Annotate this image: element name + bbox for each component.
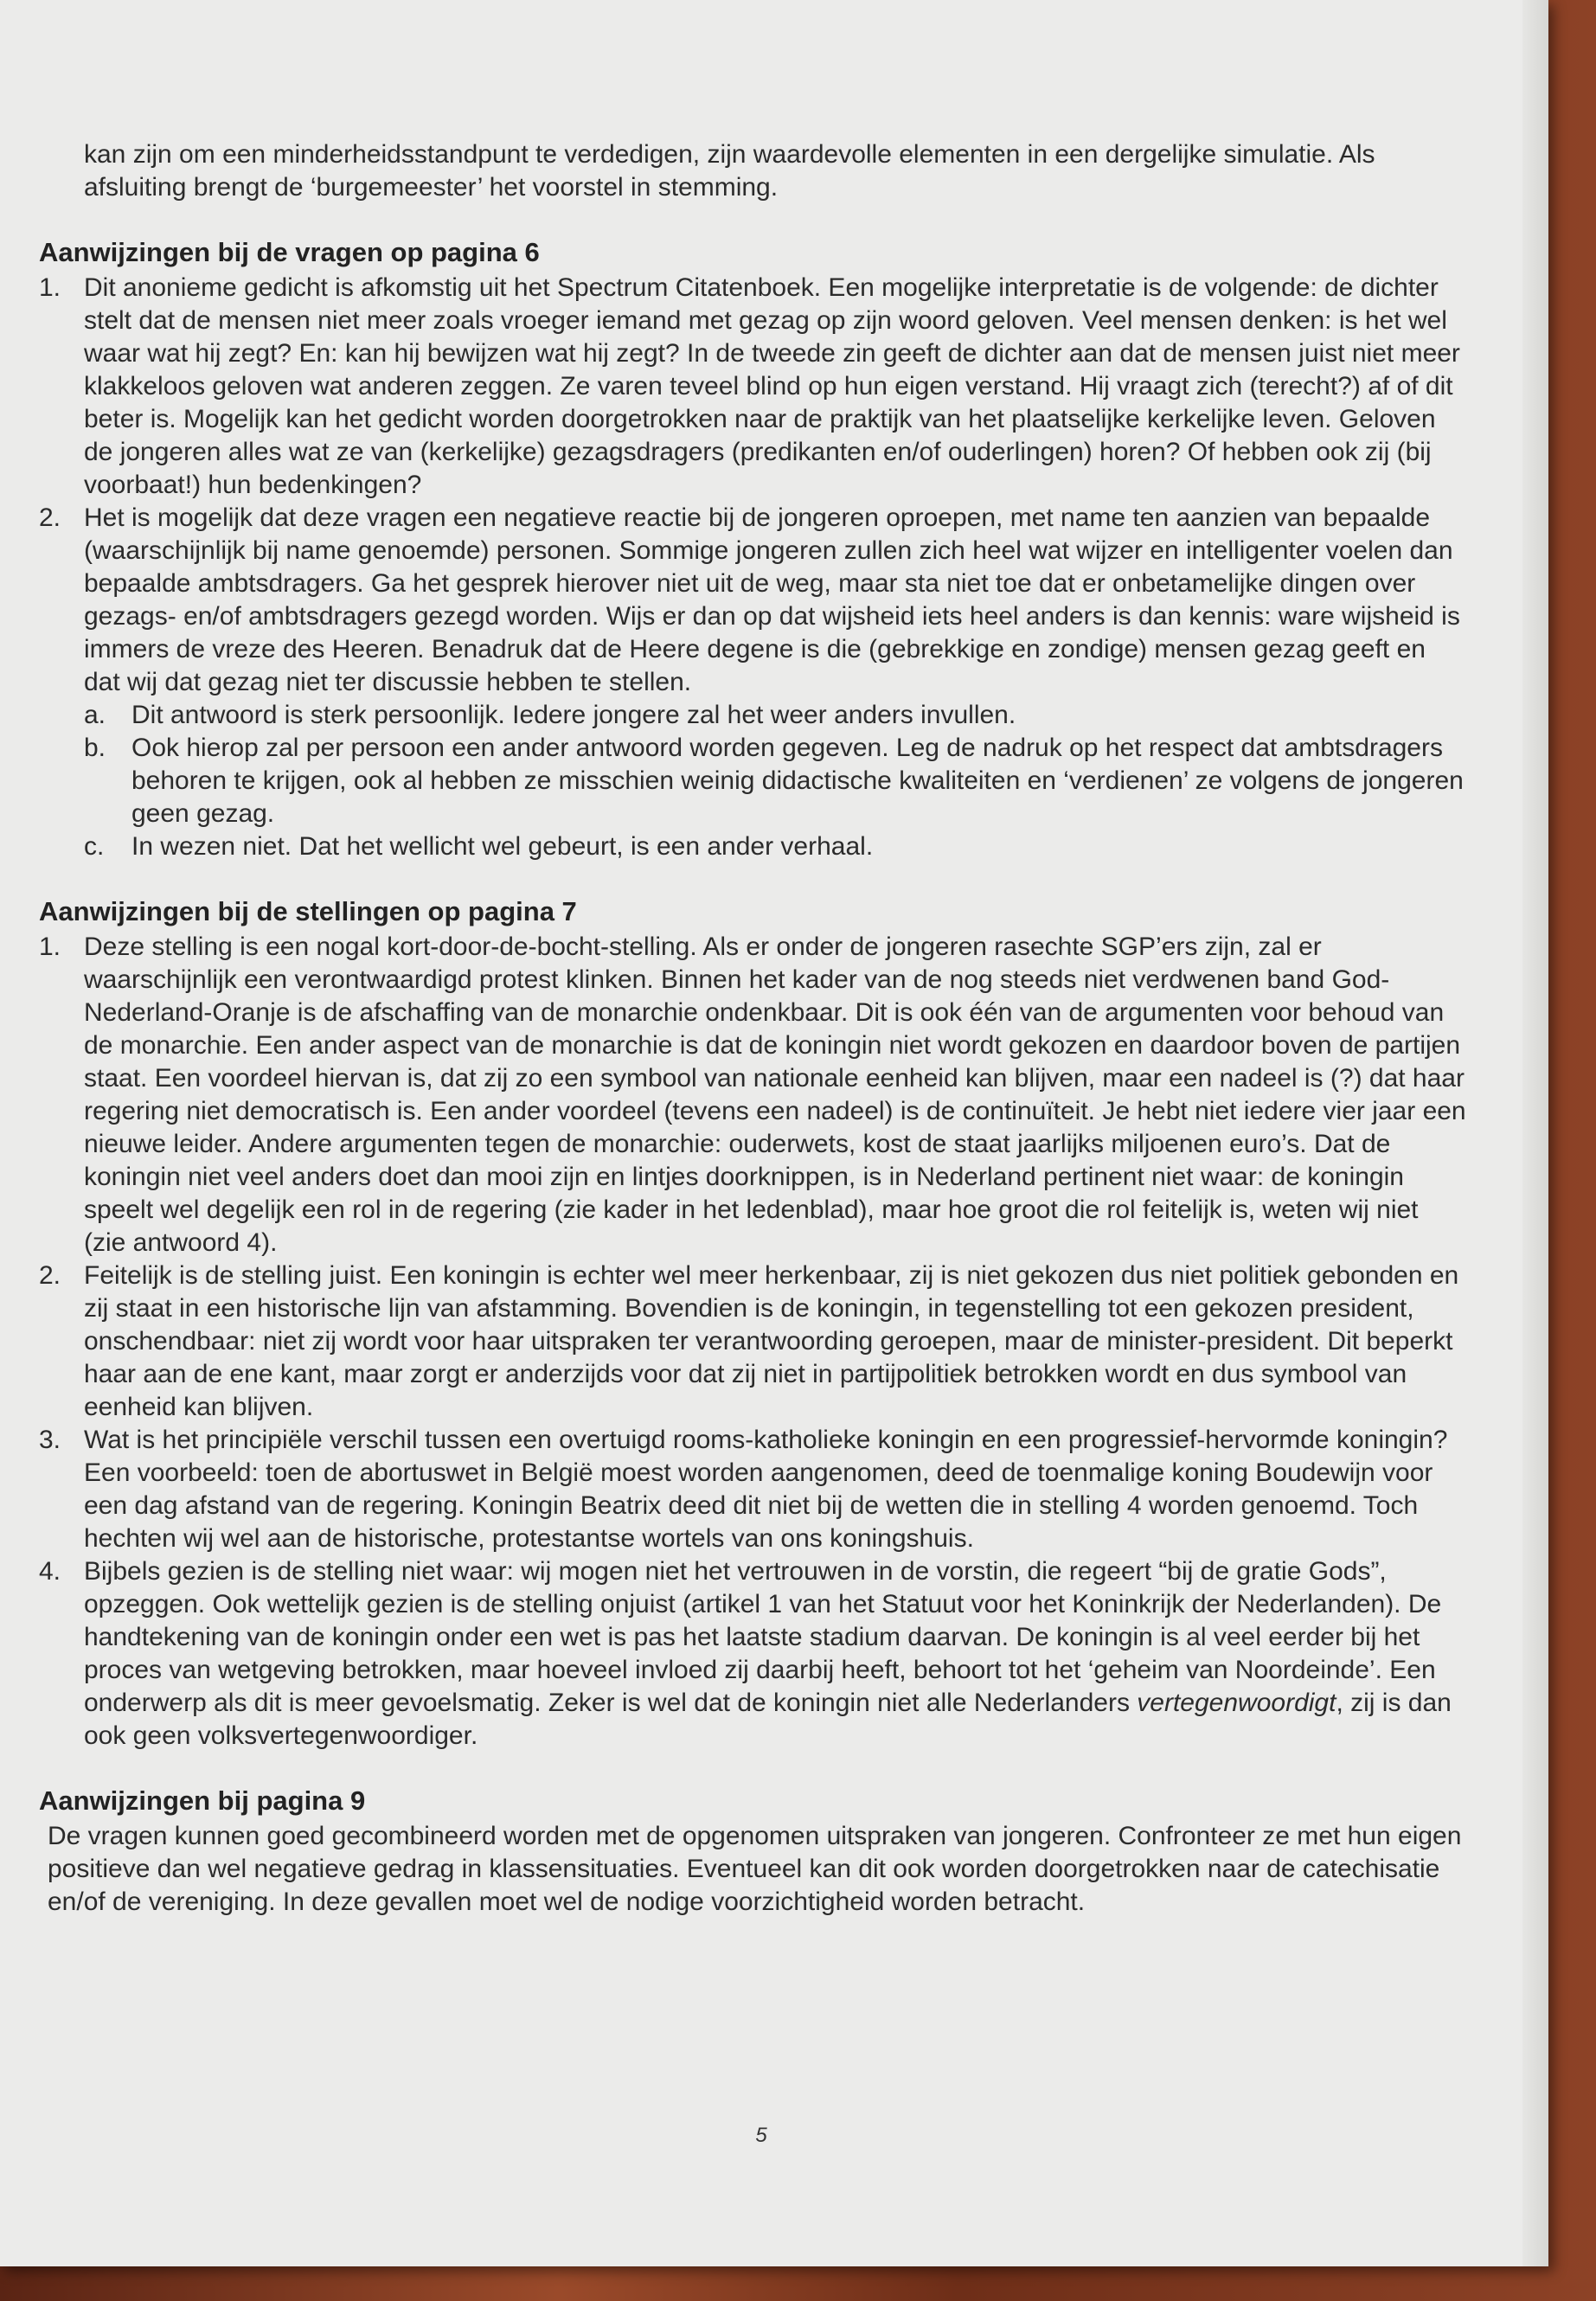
item-number: 1. <box>39 273 61 302</box>
sub-list-item <box>84 732 1466 830</box>
sub-item-letter: b. <box>84 734 106 762</box>
item-number: 4. <box>39 1557 61 1586</box>
intro-paragraph: kan zijn om een minderheidsstandpunt te verdedigen, zijn waardevolle elementen in een dergelijke simulatie. Als afsluiting brengt de ‘burgemeester’ het voorstel in stemming. <box>84 140 1375 202</box>
item-text: Feitelijk is de stelling juist. Een koningin is echter wel meer herkenbaar, zij is niet gekozen dus niet politiek gebonden en zij staat in een historische lijn van afstamming. Bovendien is de koningin, in tegenstelling tot een gekozen president, onschendbaar: niet zij wordt voor haar uitspraken ter verantwoording geroepen, maar de minister-president. Dit beperkt haar aan de ene kant, maar zorgt er anderzijds voor dat zij niet in partijpolitiek betrokken wordt en dus symbool van eenheid kan blijven. <box>84 1261 1459 1421</box>
stellingen-list <box>39 931 1466 1753</box>
list-item <box>39 272 1466 502</box>
item-text: Wat is het principiële verschil tussen een overtuigd rooms-katholieke koningin en een progressief-hervormde koningin? Een voorbeeld: toen de abortuswet in België moest worden aangenomen, deed de toenmalige koning Boudewijn voor een dag afstand van de regering. Koningin Beatrix deed dit niet bij de wetten die in stelling 4 worden genoemd. Toch hechten wij wel aan de historische, protestantse wortels van ons koningshuis. <box>84 1426 1448 1553</box>
sub-item-letter: c. <box>84 832 105 861</box>
item-text: Deze stelling is een nogal kort-door-de-bocht-stelling. Als er onder de jongeren rasechte SGP’ers zijn, zal er waarschijnlijk een verontwaardigd protest klinken. Binnen het kader van de nog steeds niet verdwenen band God-Nederland-Oranje is de afschaffing van de monarchie ondenkbaar. Dit is ook één van de argumenten voor behoud van de monarchie. Een ander aspect van de monarchie is dat de koningin niet wordt gekozen en daardoor boven de partijen staat. Een voordeel hiervan is, dat zij zo een symbool van nationale eenheid kan blijven, maar een nadeel is (?) dat haar regering niet democratisch is. Een ander voordeel (tevens een nadeel) is de continuïteit. Je hebt niet iedere vier jaar een nieuwe leider. Andere argumenten tegen de monarchie: ouderwets, kost de staat jaarlijks miljoenen euro’s. Dat de koningin niet veel anders doet dan mooi zijn en lintjes doorknippen, is in Nederland pertinent niet waar: de koningin speelt wel degelijk een rol in de regering (zie kader in het ledenblad), maar hoe groot die rol feitelijk is, weten wij niet (zie antwoord 4). <box>84 933 1466 1257</box>
list-item <box>39 1555 1466 1753</box>
sub-item-text: Dit antwoord is sterk persoonlijk. Iedere jongere zal het weer anders invullen. <box>131 701 1016 729</box>
page-number: 5 <box>755 2124 767 2147</box>
item-text: Dit anonieme gedicht is afkomstig uit het Spectrum Citatenboek. Een mogelijke interpretatie is de volgende: de dichter stelt dat de mensen niet meer zoals vroeger iemand met gezag op zijn woord geloven. Veel mensen denken: is het wel waar wat hij zegt? En: kan hij bewijzen wat hij zegt? In de tweede zin geeft de dichter aan dat de mensen juist niet meer klakkeloos geloven wat anderen zeggen. Ze varen teveel blind op hun eigen verstand. Hij vraagt zich (terecht?) af of dit beter is. Mogelijk kan het gedicht worden doorgetrokken naar de praktijk van het plaatselijke kerkelijke leven. Geloven de jongeren alles wat ze van (kerkelijke) gezagsdragers (predikanten en/of ouderlingen) horen? Of hebben ook zij (bij voorbaat!) hun bedenkingen? <box>84 273 1460 499</box>
list-item <box>39 1424 1466 1555</box>
item-text-emphasis: vertegenwoordigt <box>1137 1689 1336 1717</box>
page-edge <box>1522 0 1548 2266</box>
item-number: 3. <box>39 1426 61 1454</box>
sub-item-text: Ook hierop zal per persoon een ander antwoord worden gegeven. Leg de nadruk op het respect dat ambtsdragers behoren te krijgen, ook al hebben ze misschien weinig didactische kwaliteiten en ‘verdienen’ ze volgens de jongeren geen gezag. <box>131 734 1464 828</box>
sub-list-item <box>84 830 1466 863</box>
item-number: 2. <box>39 503 61 532</box>
sub-list-item <box>84 699 1466 732</box>
item-text: Het is mogelijk dat deze vragen een negatieve reactie bij de jongeren oproepen, met name ten aanzien van bepaalde (waarschijnlijk bij name genoemde) personen. Sommige jongeren zullen zich heel wat wijzer en intelligenter voelen dan bepaalde ambtsdragers. Ga het gesprek hierover niet uit de weg, maar sta niet toe dat er onbetamelijke dingen over gezags- en/of ambtsdragers gezegd worden. Wijs er dan op dat wijsheid iets heel anders is dan kennis: ware wijsheid is immers de vreze des Heeren. Benadruk dat de Heere degene is die (gebrekkige en zondige) mensen gezag geeft en dat wij dat gezag niet ter discussie hebben te stellen. <box>84 503 1460 696</box>
section-paragraph: De vragen kunnen goed gecombineerd worden met de opgenomen uitspraken van jongeren. Confronteer ze met hun eigen positieve dan wel negatieve gedrag in klassensituaties. Eventueel kan dit ook worden doorgetrokken naar de catechisatie en/of de vereniging. In deze gevallen moet wel de nodige voorzichtigheid worden betracht. <box>48 1822 1462 1916</box>
page-content <box>39 138 1466 1919</box>
sub-list <box>84 699 1466 863</box>
list-item <box>39 1259 1466 1424</box>
sub-item-text: In wezen niet. Dat het wellicht wel gebeurt, is een ander verhaal. <box>131 832 874 861</box>
list-item <box>39 502 1466 863</box>
item-text-before: Bijbels gezien is de stelling niet waar: wij mogen niet het vertrouwen in de vorstin, die regeert “bij de gratie Gods”, opzeggen. Ook wettelijk gezien is de stelling onjuist (artikel 1 van het Statuut voor het Koninkrijk der Nederlanden). De handtekening van de koningin onder een wet is pas het laatste stadium daarvan. De koningin is al veel eerder bij het proces van wetgeving betrokken, maar hoeveel invloed zij daarbij heeft, behoort tot het ‘geheim van Noordeinde’. Een onderwerp als dit is meer gevoelsmatig. Zeker is wel dat de koningin niet alle Nederlanders <box>84 1557 1442 1717</box>
sub-item-letter: a. <box>84 701 106 729</box>
vragen-list <box>39 272 1466 863</box>
section-heading-vragen-pagina-6: Aanwijzingen bij de vragen op pagina 6 <box>39 237 540 267</box>
list-item <box>39 931 1466 1259</box>
section-heading-pagina-9: Aanwijzingen bij pagina 9 <box>39 1785 366 1816</box>
item-number: 2. <box>39 1261 61 1290</box>
item-text-after: , zij is dan ook geen volksvertegenwoordiger. <box>84 1689 1452 1750</box>
section-heading-stellingen-pagina-7: Aanwijzingen bij de stellingen op pagina 7 <box>39 896 577 926</box>
item-number: 1. <box>39 933 61 961</box>
